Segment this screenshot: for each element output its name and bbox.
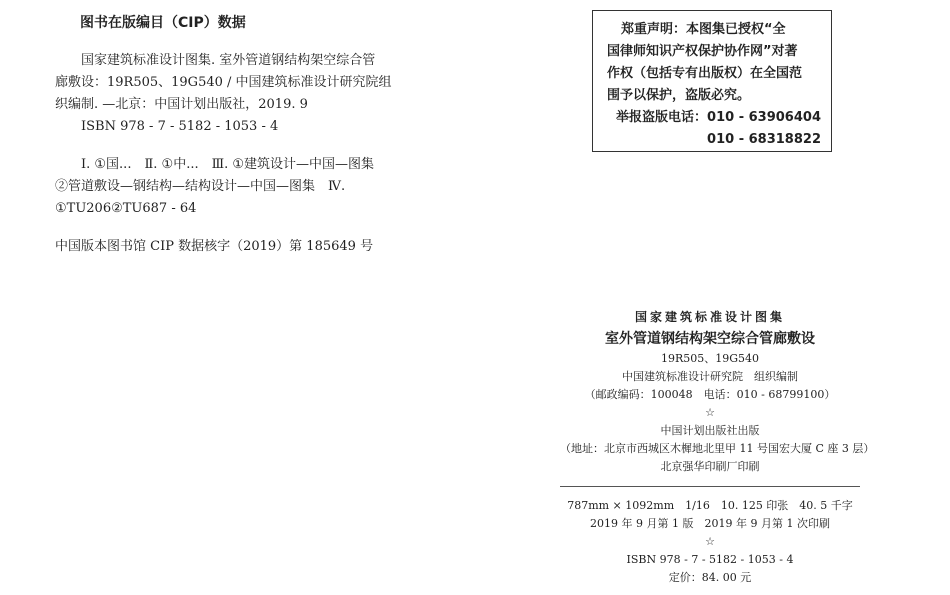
- cip-line: 廊敷设：19R505、19G540 / 中国建筑标准设计研究院组: [55, 75, 392, 90]
- notice-line: 作权（包括专有出版权）在全国范: [607, 66, 803, 81]
- cip-classification-line: ①TU206②TU687 - 64: [55, 201, 197, 216]
- cip-classification-line: ②管道敷设—钢结构—结构设计—中国—图集 Ⅳ.: [55, 179, 346, 194]
- cip-line: 织编制. —北京：中国计划出版社，2019. 9: [55, 97, 308, 112]
- cip-isbn: ISBN 978 - 7 - 5182 - 1053 - 4: [81, 119, 279, 134]
- piracy-phone-2: 010 - 68318822: [707, 132, 821, 147]
- notice-line: 国律师知识产权保护协作网”对著: [607, 44, 798, 59]
- imprint-edition: 2019 年 9 月第 1 版 2019 年 9 月第 1 次印刷: [590, 517, 830, 530]
- imprint-block: [560, 308, 875, 587]
- imprint-postal: （邮政编码：100048 电话：010 - 68799100）: [584, 388, 836, 401]
- cip-line: 国家建筑标准设计图集. 室外管道钢结构架空综合管: [81, 53, 376, 68]
- piracy-phone-1: 举报盗版电话：010 - 63906404: [616, 110, 821, 125]
- notice-line: 郑重声明：本图集已授权“全: [621, 22, 786, 37]
- imprint-publisher: 中国计划出版社出版: [660, 424, 760, 437]
- imprint-divider: [560, 486, 860, 487]
- imprint-code: 19R505、19G540: [660, 352, 760, 365]
- imprint-editor: 中国建筑标准设计研究院 组织编制: [622, 370, 798, 383]
- imprint-format: 787mm × 1092mm 1/16 10. 125 印张 40. 5 千字: [567, 499, 853, 512]
- star-icon: ☆: [705, 535, 715, 548]
- imprint-printer: 北京强华印刷厂印刷: [660, 460, 760, 473]
- cip-title: 图书在版编目（CIP）数据: [80, 15, 246, 31]
- imprint-title: 室外管道钢结构架空综合管廊敷设: [605, 331, 815, 347]
- cip-number: 中国版本图书馆 CIP 数据核字（2019）第 185649 号: [55, 239, 374, 254]
- imprint-series: 国家建筑标准设计图集: [634, 310, 785, 324]
- imprint-isbn: ISBN 978 - 7 - 5182 - 1053 - 4: [626, 553, 794, 566]
- cip-classification-line: Ⅰ. ①国... Ⅱ. ①中... Ⅲ. ①建筑设计—中国—图集: [81, 157, 375, 172]
- notice-line: 围予以保护，盗版必究。: [607, 88, 751, 103]
- imprint-price: 定价：84. 00 元: [668, 571, 752, 584]
- copyright-notice-box: [592, 10, 832, 152]
- imprint-address: （地址：北京市西城区木樨地北里甲 11 号国宏大厦 C 座 3 层）: [560, 442, 875, 455]
- cip-record: [55, 50, 455, 258]
- star-icon: ☆: [705, 406, 715, 419]
